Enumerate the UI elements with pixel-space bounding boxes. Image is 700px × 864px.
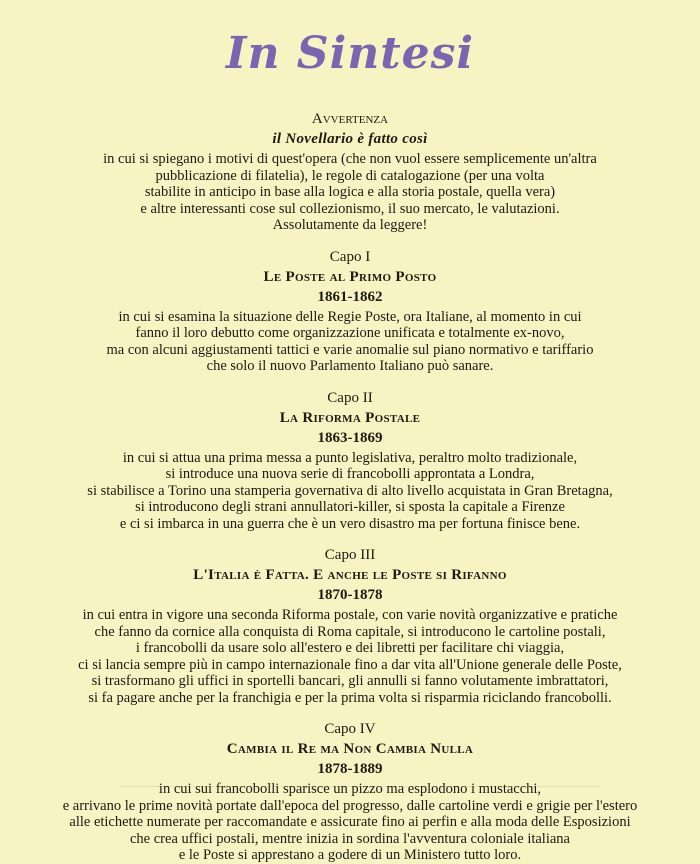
section-heading: il Novellario è fatto così bbox=[272, 131, 428, 147]
body-line: e arrivano le prime novità portate dall'epoca del progresso, dalle cartoline verdi e grigie per l'estero bbox=[62, 797, 638, 814]
section-body bbox=[20, 309, 680, 375]
section-3 bbox=[20, 546, 680, 706]
body-line: si introduce una nuova serie di francobolli approntata a Londra, bbox=[165, 466, 535, 482]
body-line: si trasformano gli uffici in sportelli bancari, gli annulli si fanno volutamente imbrattatori, bbox=[91, 673, 609, 689]
section-heading: Cambia il Re ma Non Cambia Nulla bbox=[226, 741, 474, 757]
section-2 bbox=[20, 389, 680, 533]
body-line: in cui sui francobolli sparisce un pizzo ma esplodono i mustacchi, bbox=[158, 781, 542, 797]
body-line: in cui si spiegano i motivi di quest'opera (che non vuol essere semplicemente un'altra bbox=[103, 151, 597, 167]
section-label: Capo I bbox=[329, 248, 371, 265]
body-line: e altre interessanti cose sul collezionismo, il suo mercato, le valutazioni. bbox=[140, 200, 560, 217]
section-years: 1870-1878 bbox=[317, 587, 383, 603]
body-line: in cui si attua una prima messa a punto legislativa, peraltro molto tradizionale, bbox=[122, 449, 578, 466]
sections-list bbox=[0, 110, 700, 864]
body-line: che fanno da cornice alla conquista di Roma capitale, si introducono le cartoline postali, bbox=[94, 623, 606, 640]
page-title: In Sintesi bbox=[225, 28, 475, 79]
body-line: fanno il loro debutto come organizzazione unificata e totalmente ex-novo, bbox=[135, 325, 565, 341]
body-line: i francobolli da usare solo all'estero e dei libretti per facilitare chi viaggia, bbox=[135, 640, 565, 656]
body-line: in cui si esamina la situazione delle Regie Poste, ora Italiane, al momento in cui bbox=[118, 308, 582, 325]
section-body bbox=[20, 450, 680, 533]
body-line: che crea uffici postali, mentre inizia in sordina l'avventura coloniale italiana bbox=[130, 830, 570, 847]
body-line: alle etichette numerate per raccomandate e assicurate fino ai perfin e alla moda delle Esposizioni bbox=[69, 814, 631, 830]
section-years: 1863-1869 bbox=[317, 429, 383, 446]
section-0 bbox=[20, 110, 680, 234]
section-heading: La Riforma Postale bbox=[279, 409, 421, 426]
section-label: Capo IV bbox=[324, 721, 376, 737]
section-body bbox=[20, 607, 680, 706]
section-1 bbox=[20, 248, 680, 375]
body-line: e ci si imbarca in una guerra che è un vero disastro ma per fortuna finisce bene. bbox=[119, 515, 581, 532]
section-heading: L'Italia è Fatta. E anche le Poste si Rifanno bbox=[193, 567, 507, 583]
section-years: 1878-1889 bbox=[317, 761, 383, 777]
body-line: in cui entra in vigore una seconda Riforma postale, con varie novità organizzative e pratiche bbox=[82, 607, 618, 623]
section-body bbox=[20, 151, 680, 234]
section-label: Avvertenza bbox=[311, 111, 389, 127]
section-label: Capo II bbox=[327, 389, 373, 406]
body-line: stabilite in anticipo in base alla logica e alla storia postale, quella vera) bbox=[144, 184, 556, 200]
bottom-divider bbox=[120, 786, 600, 812]
body-line: ma con alcuni aggiustamenti tattici e varie anomalie sul piano normativo e tariffario bbox=[106, 341, 594, 358]
body-line: e le Poste si apprestano a godere di un Ministero tutto loro. bbox=[178, 847, 522, 863]
body-line: che solo il nuovo Parlamento Italiano può sanare. bbox=[206, 358, 494, 374]
section-years: 1861-1862 bbox=[317, 288, 383, 305]
body-line: pubblicazione di filatelia), le regole di catalogazione (per una volta bbox=[155, 167, 545, 184]
body-line: Assolutamente da leggere! bbox=[272, 217, 428, 233]
section-heading: Le Poste al Primo Posto bbox=[263, 268, 437, 285]
section-label: Capo III bbox=[324, 547, 376, 563]
body-line: si stabilisce a Torino una stamperia governativa di alto livello acquistata in Gran Bretagna, bbox=[87, 482, 613, 499]
body-line: si fa pagare anche per la franchigia e per la prima volta si risparmia riciclando francobolli. bbox=[88, 689, 612, 706]
body-line: ci si lancia sempre più in campo internazionale fino a dar vita all'Unione generale delle Poste, bbox=[78, 656, 622, 673]
body-line: si introducono degli strani annullatori-killer, si sposta la capitale a Firenze bbox=[135, 499, 565, 515]
